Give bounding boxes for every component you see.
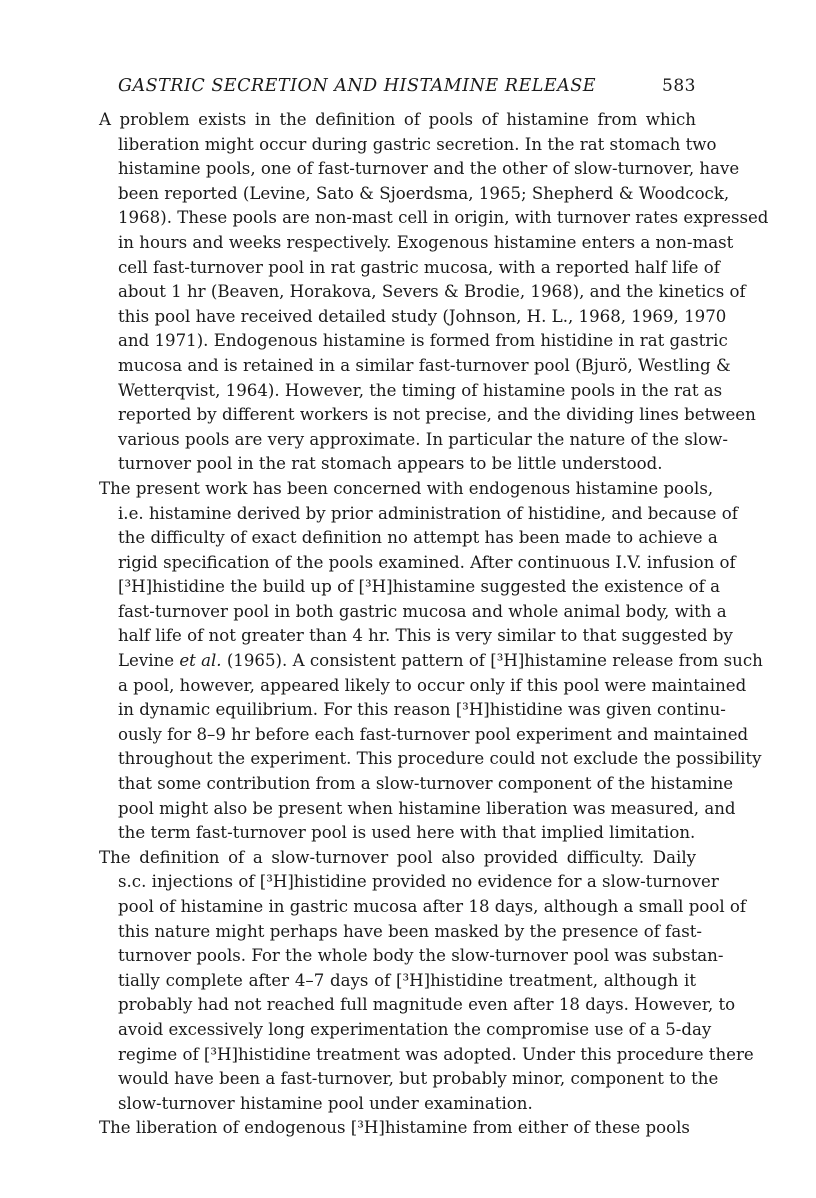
text-line: the difficulty of exact definition no attempt has been made to achieve a <box>118 528 718 548</box>
text-line: would have been a fast-turnover, but probably minor, component to the <box>118 1069 719 1089</box>
text-line: rigid specification of the pools examined. After continuous I.V. infusion of <box>118 552 736 572</box>
text-line: turnover pool in the rat stomach appears to be little understood. <box>118 454 663 474</box>
text-line: and 1971). Endogenous histamine is formed from histidine in rat gastric <box>118 331 728 351</box>
text-line: that some contribution from a slow-turnover component of the histamine <box>118 774 734 794</box>
text-line: the term fast-turnover pool is used here with that implied limitation. <box>118 823 696 843</box>
running-head <box>118 76 696 102</box>
text-line: Wetterqvist, 1964). However, the timing of histamine pools in the rat as <box>118 380 723 400</box>
text-line: this pool have received detailed study (Johnson, H. L., 1968, 1969, 1970 <box>118 306 727 326</box>
text-line: been reported (Levine, Sato & Sjoerdsma, 1965; Shepherd & Woodcock, <box>118 183 730 203</box>
text-line: liberation might occur during gastric secretion. In the rat stomach two <box>118 134 717 154</box>
text-line: Levine et al. (1965). A consistent pattern of [³H]histamine release from such <box>118 651 763 671</box>
text-line: tially complete after 4–7 days of [³H]histidine treatment, although it <box>118 970 696 990</box>
running-title: GASTRIC SECRETION AND HISTAMINE RELEASE <box>118 76 597 96</box>
text-line: [³H]histidine the build up of [³H]histamine suggested the existence of a <box>118 577 720 597</box>
body-text <box>99 108 769 1141</box>
text-line: i.e. histamine derived by prior administration of histidine, and because of <box>118 503 738 523</box>
text-line: histamine pools, one of fast-turnover and the other of slow-turnover, have <box>118 159 740 179</box>
text-line: regime of [³H]histidine treatment was adopted. Under this procedure there <box>118 1044 754 1064</box>
text-line: pool of histamine in gastric mucosa after 18 days, although a small pool of <box>118 897 747 916</box>
text-line: avoid excessively long experimentation the compromise use of a 5-day <box>118 1019 712 1039</box>
text-line: in hours and weeks respectively. Exogenous histamine enters a non-mast <box>118 232 734 252</box>
text-line: s.c. injections of [³H]histidine provided no evidence for a slow-turnover <box>118 872 719 892</box>
text-line: turnover pools. For the whole body the slow-turnover pool was substan- <box>118 946 724 966</box>
text-line: ously for 8–9 hr before each fast-turnover pool experiment and maintained <box>118 724 749 744</box>
text-line: mucosa and is retained in a similar fast-turnover pool (Bjurö, Westling & <box>118 355 731 375</box>
text-line: pool might also be present when histamine liberation was measured, and <box>118 798 736 818</box>
text-line: this nature might perhaps have been masked by the presence of fast- <box>118 921 703 941</box>
text-line: throughout the experiment. This procedure could not exclude the possibility <box>118 749 762 769</box>
text-line: cell fast-turnover pool in rat gastric mucosa, with a reported half life of <box>118 257 720 277</box>
text-line: 1968). These pools are non-mast cell in origin, with turnover rates expressed <box>118 208 769 228</box>
text-line: probably had not reached full magnitude even after 18 days. However, to <box>118 995 736 1015</box>
page-number: 583 <box>662 76 696 96</box>
text-line: in dynamic equilibrium. For this reason [³H]histidine was given continu- <box>118 700 726 720</box>
text-line: The present work has been concerned with endogenous histamine pools, <box>99 478 714 498</box>
text-line: slow-turnover histamine pool under examination. <box>118 1093 533 1113</box>
journal-page <box>99 76 769 1141</box>
text-line: half life of not greater than 4 hr. This is very similar to that suggested by <box>118 626 733 646</box>
text-line: fast-turnover pool in both gastric mucosa and whole animal body, with a <box>118 601 727 621</box>
paragraph <box>99 477 763 846</box>
text-line: a pool, however, appeared likely to occur only if this pool were maintained <box>118 675 747 695</box>
paragraph <box>99 108 769 477</box>
text-line: A problem exists in the definition of pools of histamine from which <box>99 110 696 129</box>
text-line: The definition of a slow-turnover pool also provided difficulty. Daily <box>99 847 696 867</box>
paragraph <box>99 1116 696 1141</box>
text-line: reported by different workers is not precise, and the dividing lines between <box>118 405 756 425</box>
paragraph <box>99 846 754 1117</box>
text-line: The liberation of endogenous [³H]histamine from either of these pools <box>99 1118 690 1138</box>
text-line: about 1 hr (Beaven, Horakova, Severs & Brodie, 1968), and the kinetics of <box>118 282 746 302</box>
text-line: various pools are very approximate. In particular the nature of the slow- <box>118 429 728 449</box>
